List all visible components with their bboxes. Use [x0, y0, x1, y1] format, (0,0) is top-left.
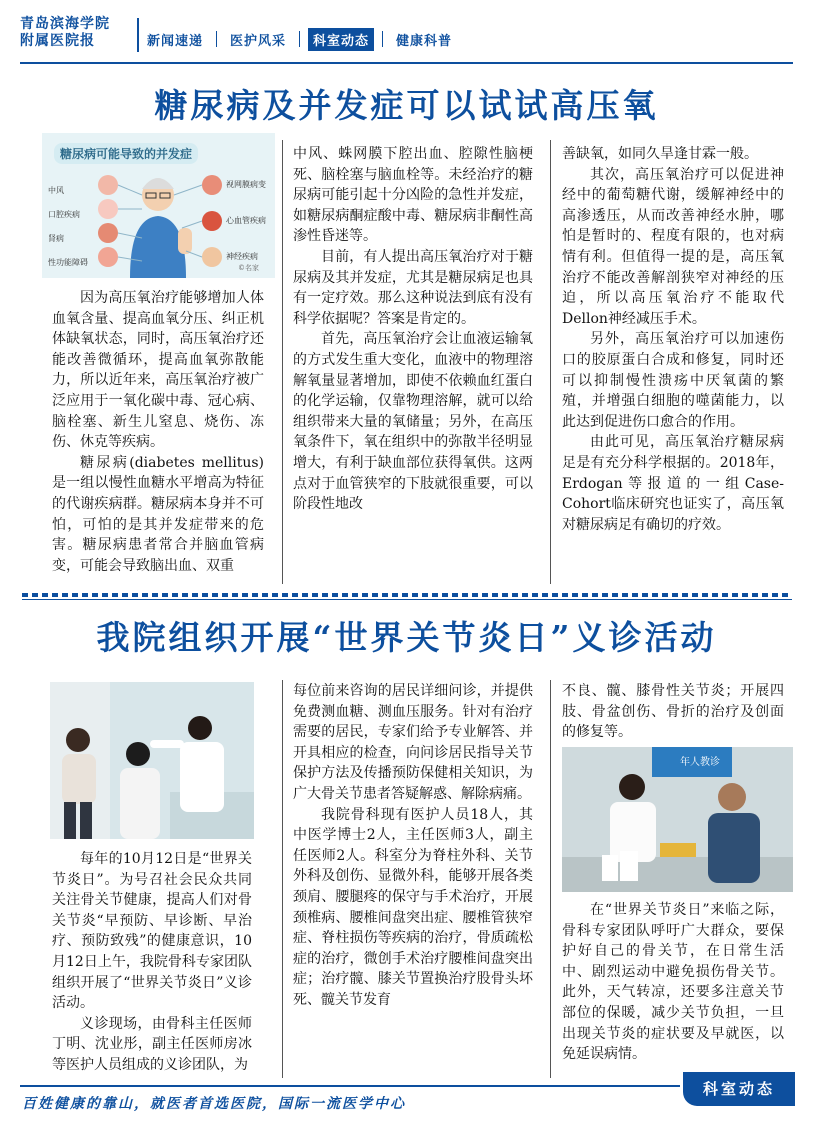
article1-column1	[52, 288, 264, 576]
nav-separator	[382, 31, 383, 47]
clinic-photo-2	[562, 747, 793, 892]
label-stroke: 中风	[48, 186, 64, 195]
label-oral: 口腔疾病	[48, 210, 80, 219]
column-rule	[282, 680, 283, 1078]
nav-item-health[interactable]: 健康科普	[396, 34, 453, 49]
paragraph: 其次，高压氧治疗可以促进神经中的葡萄糖代谢，缓解神经中的高渗透压，从而改善神经水肿，哪怕是暂时的、程度有限的，也对病情有利。但值得一提的是，高压氧治疗不能改善解剖狭窄对神经的压迫，所以高压氧治疗不能取代Dellon神经减压手术。	[562, 166, 784, 327]
nav-separator	[216, 31, 217, 47]
paragraph: 目前，有人提出高压氧治疗对于糖尿病及其并发症，尤其是糖尿病足也具有一定疗效。那么这种说法到底有没有科学依据呢？答案是肯定的。	[293, 248, 533, 327]
complications-figure	[42, 133, 275, 278]
article1-column3	[562, 144, 784, 535]
paragraph: 糖尿病(diabetes mellitus)是一组以慢性血糖水平增高为特征的代谢疾病群。糖尿病本身并不可怕，可怕的是其并发症带来的危害。糖尿病患者常合并脑血管病变，可能会导致脑出血、双重	[52, 454, 264, 574]
nav-item-news[interactable]: 新闻速递	[147, 34, 204, 49]
article1-title: 糖尿病及并发症可以试试高压氧	[154, 86, 659, 125]
column-rule	[550, 140, 551, 584]
newspaper-logo	[20, 16, 140, 50]
article2-title: 我院组织开展“世界关节炎日”义诊活动	[96, 618, 717, 657]
banner-text: 年人教诊	[680, 757, 720, 768]
nav-item-staff[interactable]: 医护风采	[230, 34, 287, 49]
figure-title: 糖尿病可能导致的并发症	[54, 143, 198, 164]
article2-column3-bottom	[562, 900, 784, 1065]
label-kidney: 肾病	[48, 234, 64, 243]
paragraph: 不良、髋、膝骨性关节炎；开展四肢、骨盆创伤、骨折的治疗及创面的修复等。	[562, 683, 784, 741]
paragraph: 中风、蛛网膜下腔出血、腔隙性脑梗死、脑栓塞与脑血栓等。未经治疗的糖尿病可能引起十分凶险的急性并发症，如糖尿病酮症酸中毒、糖尿病非酮性高渗性昏迷等。	[293, 146, 533, 245]
masthead	[0, 0, 813, 62]
paragraph: 在“世界关节炎日”来临之际，骨科专家团队呼吁广大群众，要保护好自己的骨关节，在日常生活中、剧烈运动中避免损伤骨关节。此外，天气转凉，还要多注意关节部位的保暖，减少关节负担，一旦出现关节炎的症状要及早就医，以免延误病情。	[562, 902, 784, 1063]
article1-column2	[293, 144, 533, 515]
clinic-photo-1	[50, 682, 254, 839]
nav-separator	[299, 31, 300, 47]
article2-column3-top	[562, 681, 784, 743]
left-labels	[48, 179, 88, 275]
figure-watermark: ©名家	[238, 264, 259, 272]
footer-slogan: 百姓健康的靠山，就医者首选医院，国际一流医学中心	[22, 1096, 406, 1112]
section-nav	[142, 28, 457, 51]
paragraph: 义诊现场，由骨科主任医师丁明、沈业彤，副主任医师房冰等医护人员组成的义诊团队，为	[52, 1015, 252, 1073]
paragraph: 我院骨科现有医护人员18人，其中医学博士2人，主任医师3人，副主任医师2人。科室分为脊柱外科、关节外科及创伤、显微外科，能够开展各类颈肩、腰腿疼的保守与手术治疗，开展颈椎病、腰椎间盘突出症、腰椎管狭窄症、脊柱损伤等疾病的治疗，骨质疏松症的治疗，微创手术治疗腰椎间盘突出症；治疗髋、膝关节置换治疗股骨头坏死、髋关节发育	[293, 806, 533, 1008]
masthead-divider	[137, 18, 139, 52]
logo-line1: 青岛滨海学院	[20, 16, 110, 32]
paragraph: 善缺氧，如同久旱逢甘霖一般。	[562, 146, 758, 162]
paragraph: 另外，高压氧治疗可以加速伤口的胶原蛋白合成和修复，同时还可以抑制慢性溃疡中厌氧菌的繁殖，并增强白细胞的噬菌能力，以此达到促进伤口愈合的作用。	[562, 331, 784, 430]
nav-item-department[interactable]: 科室动态	[308, 28, 374, 51]
section-divider-line	[22, 599, 792, 600]
footer-rule	[20, 1085, 680, 1087]
clinic-photo-1-image	[50, 682, 254, 839]
section-badge: 科室动态	[683, 1072, 795, 1106]
logo-line2: 附属医院报	[20, 33, 95, 49]
masthead-rule	[20, 62, 793, 64]
label-retina: 视网膜病变	[226, 180, 266, 189]
clinic-photo-2-image	[562, 747, 793, 892]
column-rule	[282, 140, 283, 584]
paragraph: 首先，高压氧治疗会让血液运输氧的方式发生重大变化，血液中的物理溶解氧量显著增加，即使不依赖血红蛋白的化学运输，仅靠物理溶解，就可以给组织带来大量的氧储量；另外，在高压氧条件下，氧在组织中的弥散半径明显增大，有利于缺血部位获得氧供。这两点对于血管狭窄的下肢就很重要，可以阶段性地改	[293, 331, 533, 513]
label-cardio: 心血管疾病	[226, 216, 266, 225]
paragraph: 每年的10月12日是“世界关节炎日”。为号召社会民众共同关注骨关节健康，提高人们对骨关节炎“早预防、早诊断、早治疗、预防致残”的健康意识，10月12日上午，我院骨科专家团队组织开展了“世界关节炎日”义诊活动。	[52, 851, 252, 1012]
paragraph: 因为高压氧治疗能够增加人体血氧含量、提高血氧分压、纠正机体缺氧状态，同时，高压氧治疗还能改善微循环，提高血氧弥散能力，所以近年来，高压氧治疗被广泛应用于一氧化碳中毒、冠心病、脑栓塞、新生儿窒息、烧伤、冻伤、休克等疾病。	[52, 290, 264, 451]
label-sexual: 性功能障碍	[48, 258, 88, 267]
paragraph: 每位前来咨询的居民详细问诊，并提供免费测血糖、测血压服务。针对有治疗需要的居民，专家们给予专业解答、并开具相应的检查，向问诊居民指导关节保护方法及传播预防保健相关知识，为广大骨关节患者答疑解惑、解除病痛。	[293, 683, 533, 802]
paragraph: 由此可见，高压氧治疗糖尿病足是有充分科学根据的。2018年，Erdogan等报道的一组Case-Cohort临床研究也证实了，高压氧对糖尿病足有确切的疗效。	[562, 434, 784, 533]
right-labels	[226, 179, 266, 262]
column-rule	[550, 680, 551, 1078]
label-nerve: 神经疾病	[226, 252, 258, 261]
article2-column1	[52, 849, 252, 1076]
section-divider	[22, 593, 792, 597]
article2-column2	[293, 681, 533, 1011]
